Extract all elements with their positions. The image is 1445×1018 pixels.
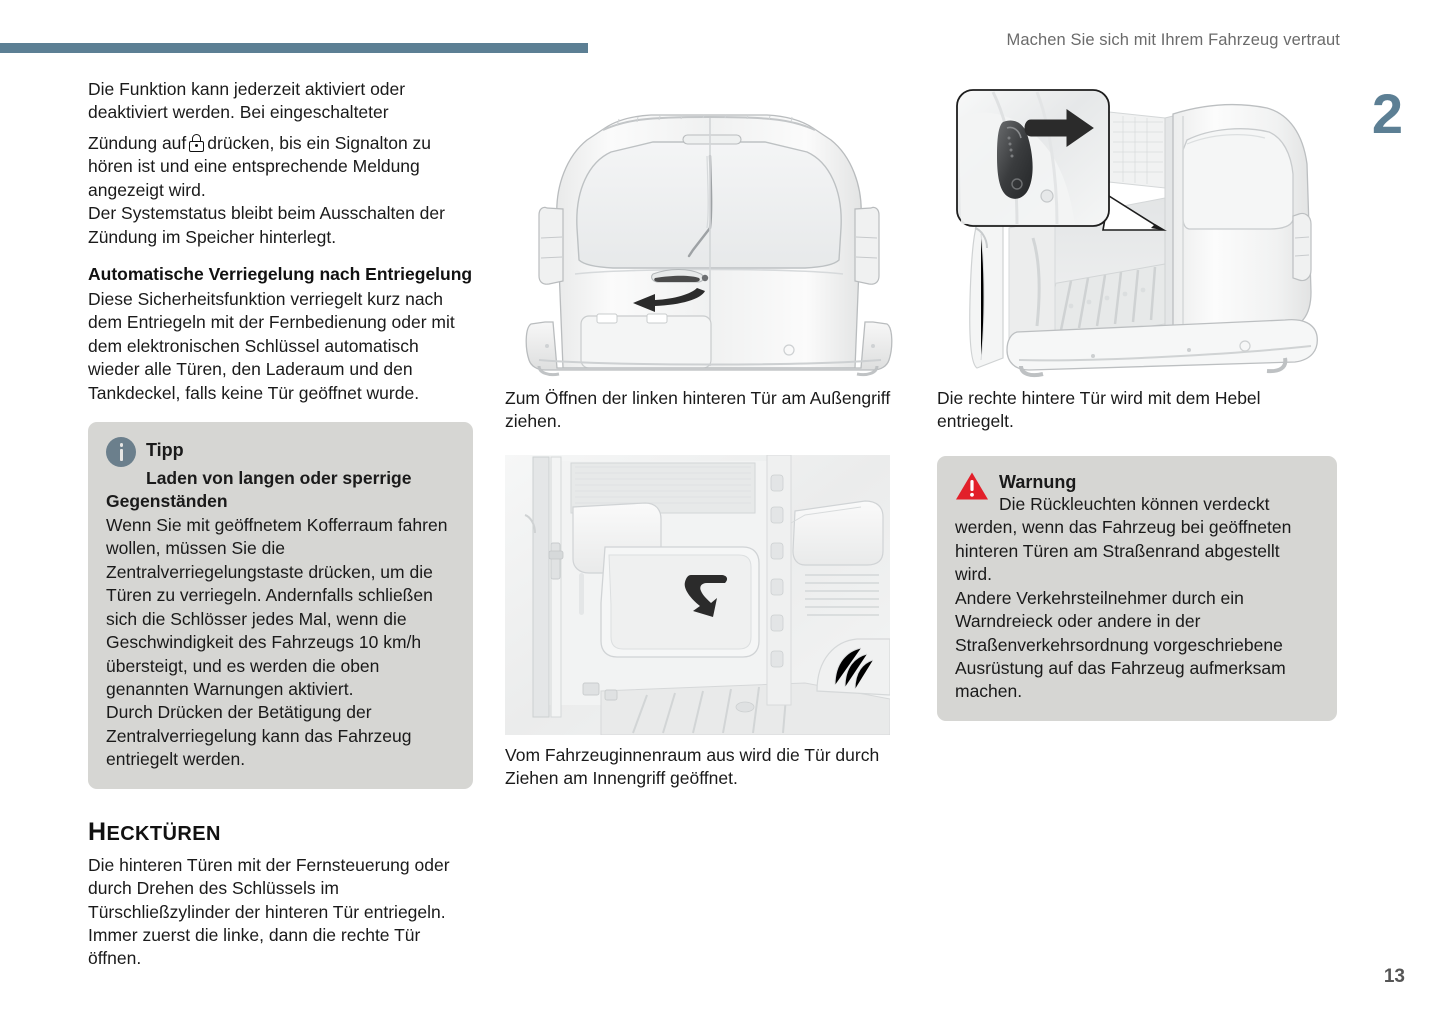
van-rear-door-interior-illustration bbox=[505, 455, 890, 735]
tip-callout-title: Tipp bbox=[146, 440, 184, 460]
figure-van-rear-door-interior bbox=[505, 455, 905, 791]
figure-caption-exterior: Zum Öffnen der linken hinteren Tür am Außengriff ziehen. bbox=[505, 388, 891, 432]
intro-paragraph-3: Der Systemstatus bleibt beim Ausschalten der Zündung im Speicher hinterlegt. bbox=[88, 203, 445, 247]
figure-caption-lever: Die rechte hintere Tür wird mit dem Hebel entriegelt. bbox=[937, 388, 1261, 432]
warning-callout-box bbox=[937, 456, 1337, 721]
warning-triangle-icon bbox=[955, 471, 989, 501]
chapter-number: 2 bbox=[1371, 82, 1403, 145]
subsection-heading: Automatische Verriegelung nach Entriegelung bbox=[88, 264, 473, 285]
figure-van-rear-exterior bbox=[505, 78, 905, 434]
warning-callout-title: Warnung bbox=[999, 471, 1077, 492]
van-rear-door-lever-illustration bbox=[937, 78, 1337, 378]
info-icon bbox=[106, 437, 136, 467]
intro-paragraph-1 bbox=[88, 78, 473, 125]
page-number: 13 bbox=[1383, 966, 1405, 987]
lock-icon bbox=[189, 134, 204, 152]
van-rear-exterior-illustration bbox=[505, 78, 905, 378]
running-head: Machen Sie sich mit Ihrem Fahrzeug vertraut bbox=[1006, 31, 1340, 49]
tip-callout-body: Wenn Sie mit geöffnetem Kofferraum fahren wollen, müssen Sie die Zentralverriegelungstaste drücken, um die Türen zu verriegeln. Andernfalls schließen sich die Schlösser jedes Mal, wenn die Geschwindigkeit des Fahrzeugs 10 km/h übersteigt, und es werden die oben genannten Warnungen aktiviert. bbox=[106, 514, 448, 699]
subsection-body: Diese Sicherheitsfunktion verriegelt kurz nach dem Entriegeln mit der Fernbedienung oder mit dem elektronischen Schlüssel automatisch wieder alle Türen, den Laderaum und den Tankdeckel, falls keine Tür geöffnet wurde. bbox=[88, 288, 455, 403]
intro-text-c: drücken, bis ein Signalton zu hören ist und eine entsprechende Meldung angezeigt wird. bbox=[88, 132, 432, 200]
header-accent-rule bbox=[0, 43, 588, 53]
tip-callout-body-2: Durch Drücken der Betätigung der Zentralverriegelung kann das Fahrzeug entriegelt werden. bbox=[106, 702, 412, 770]
figure-caption-interior: Vom Fahrzeuginnenraum aus wird die Tür durch Ziehen am Innengriff geöffnet. bbox=[505, 744, 880, 789]
page-section-title bbox=[88, 818, 473, 847]
section-body: Die hinteren Türen mit der Fernsteuerung oder durch Drehen des Schlüssels im Türschließzylinder der hinteren Tür entriegeln. Immer zuerst die linke, dann die rechte Tür öffnen. bbox=[88, 854, 450, 969]
warning-callout-header bbox=[955, 471, 1319, 587]
tip-callout-box bbox=[88, 422, 473, 789]
section-title-rest: ECKTÜREN bbox=[106, 822, 221, 845]
intro-text-b: Zündung auf bbox=[88, 132, 187, 153]
tip-callout-subtitle: Laden von langen oder sperrige Gegenständen bbox=[106, 468, 412, 512]
warning-callout-body-rest: Andere Verkehrsteilnehmer durch ein Warndreieck oder andere in der Straßenverkehrsordnung vorgeschriebene Ausrüstung auf das Fahrzeug aufmerksam machen. bbox=[955, 587, 1286, 702]
left-column bbox=[88, 78, 473, 971]
tip-callout-header bbox=[106, 437, 455, 514]
section-title-initial: H bbox=[88, 817, 107, 846]
middle-column bbox=[505, 78, 905, 791]
figure-van-rear-door-lever bbox=[937, 78, 1337, 434]
right-column bbox=[937, 78, 1337, 721]
warning-callout-body-first: Die Rückleuchten können verdeckt werden, wenn das Fahrzeug bei geöffneten hinteren Türen am Straßenrand abgestellt wird. bbox=[955, 493, 1292, 585]
intro-text-a: Die Funktion kann jederzeit aktiviert oder deaktiviert werden. Bei eingeschalteter bbox=[88, 79, 406, 123]
intro-paragraph-2 bbox=[88, 132, 473, 202]
